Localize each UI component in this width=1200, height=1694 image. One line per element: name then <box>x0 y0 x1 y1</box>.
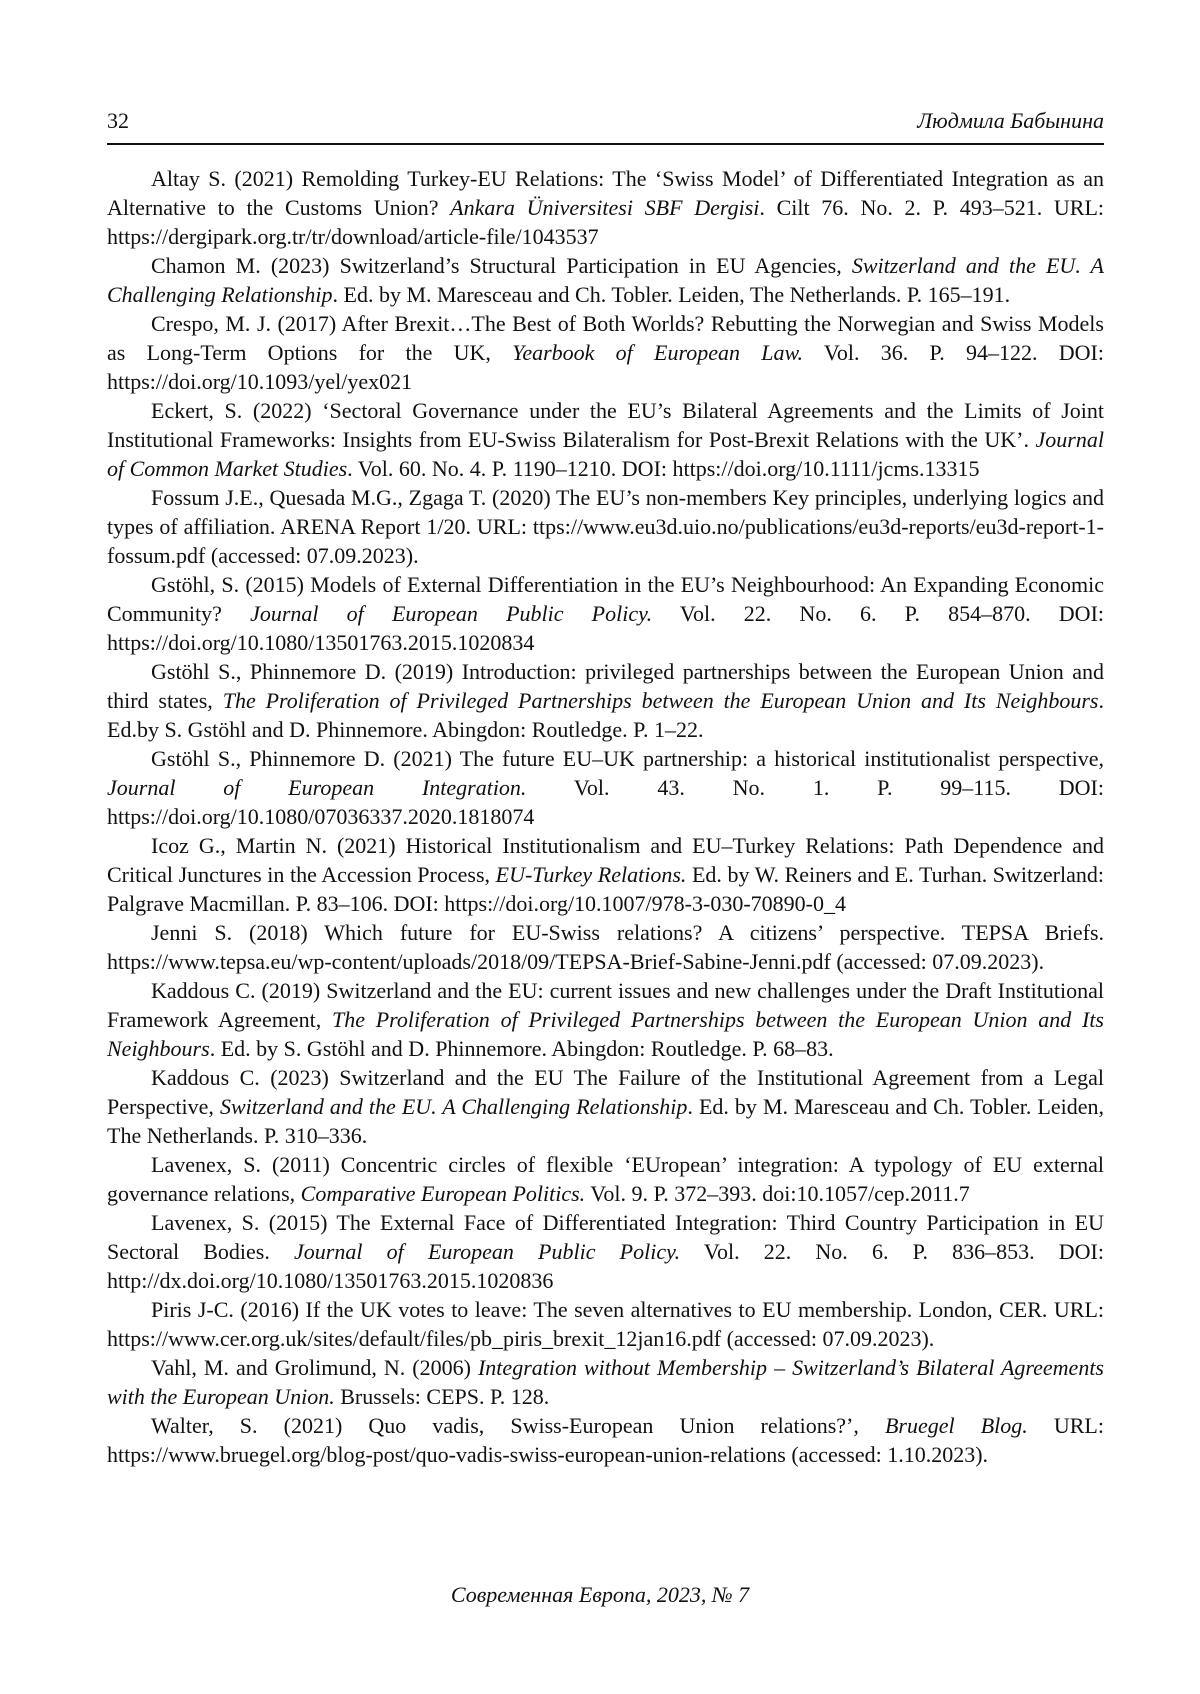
reference-text: Crespo, M. J. (2017) After Brexit…The Best of Both Worlds? Rebutting the Norwegian and Swiss Models as Long-Term Options for the UK, <box>107 311 1104 365</box>
reference-source: EU-Turkey Relations. <box>495 862 687 887</box>
page-header <box>107 103 1104 145</box>
reference-source: Ankara Üniversitesi SBF Dergisi <box>450 195 760 220</box>
reference-source: The Proliferation of Privileged Partnerships between the European Union and Its Neighbours <box>222 688 1099 713</box>
reference-source: Bruegel Blog. <box>884 1413 1028 1438</box>
reference-details: Vol. 22. No. 6. P. 836–853. DOI: http://dx.doi.org/10.1080/13501763.2015.1020836 <box>107 1239 1105 1293</box>
reference-entry <box>107 918 1104 976</box>
reference-text: Kaddous C. (2023) Switzerland and the EU The Failure of the Institutional Agreement from a Legal Perspective, <box>107 1065 1104 1119</box>
reference-text: Lavenex, S. (2015) The External Face of Differentiated Integration: Third Country Participation in EU Sectoral Bodies. <box>107 1210 1104 1264</box>
reference-source: Journal of European Public Policy. <box>250 601 653 626</box>
reference-source: Switzerland and the EU. A Challenging Relationship <box>219 1094 688 1119</box>
reference-details: . Ed. by S. Gstöhl and D. Phinnemore. Abingdon: Routledge. P. 68–83. <box>209 1036 834 1061</box>
reference-source: Journal of Common Market Studies <box>107 427 1104 481</box>
reference-entry <box>107 1353 1104 1411</box>
reference-text: Kaddous C. (2019) Switzerland and the EU: current issues and new challenges under the Draft Institutional Framework Agreement, <box>107 978 1104 1032</box>
reference-source: Journal of European Integration. <box>107 775 527 800</box>
reference-text: Vahl, M. and Grolimund, N. (2006) <box>151 1355 478 1380</box>
reference-source: Switzerland and the EU. A Challenging Relationship <box>107 253 1104 307</box>
reference-entry <box>107 483 1104 570</box>
reference-entry <box>107 976 1104 1063</box>
reference-text: Gstöhl S., Phinnemore D. (2019) Introduction: privileged partnerships between the European Union and third states, <box>107 659 1104 713</box>
reference-entry <box>107 1208 1104 1295</box>
reference-details: Vol. 9. P. 372–393. doi:10.1057/cep.2011.7 <box>585 1181 970 1206</box>
reference-entry <box>107 309 1104 396</box>
reference-entry <box>107 1063 1104 1150</box>
reference-entry <box>107 744 1104 831</box>
reference-text: Fossum J.E., Quesada M.G., Zgaga T. (2020) The EU’s non-members Key principles, underlying logics and types of affiliation. ARENA Report 1/20. URL: ttps://www.eu3d.uio.no/publications/eu3d-reports/eu3d-report-1-fossum.pdf (accessed: 07.09.2023). <box>107 485 1104 568</box>
reference-entry <box>107 1150 1104 1208</box>
reference-details: Vol. 22. No. 6. P. 854–870. DOI: https://doi.org/10.1080/13501763.2015.1020834 <box>107 601 1105 655</box>
references-list <box>107 164 1104 1469</box>
reference-details: URL: https://www.bruegel.org/blog-post/quo-vadis-swiss-european-union-relations (accessed: 1.10.2023). <box>107 1413 1104 1467</box>
page-number: 32 <box>107 108 129 133</box>
reference-text: Piris J-C. (2016) If the UK votes to leave: The seven alternatives to EU membership. London, CER. URL: https://www.cer.org.uk/sites/default/files/pb_piris_brexit_12jan16.pdf (accessed: 07.09.2023). <box>107 1297 1104 1351</box>
reference-text: Altay S. (2021) Remolding Turkey-EU Relations: The ‘Swiss Model’ of Differentiated Integration as an Alternative to the Customs Union? <box>107 166 1104 220</box>
reference-details: Ed. by W. Reiners and E. Turhan. Switzerland: Palgrave Macmillan. P. 83–106. DOI: https://doi.org/10.1007/978-3-030-70890-0_4 <box>107 862 1105 916</box>
reference-entry <box>107 396 1104 483</box>
reference-details: Brussels: CEPS. P. 128. <box>334 1384 550 1409</box>
reference-source: Yearbook of European Law. <box>512 340 803 365</box>
reference-entry <box>107 1295 1104 1353</box>
reference-text: Walter, S. (2021) Quo vadis, Swiss-European Union relations?’, <box>151 1413 885 1438</box>
page-footer: Современная Европа, 2023, № 7 <box>450 1582 750 1607</box>
reference-source: Comparative European Politics. <box>300 1181 586 1206</box>
reference-details: . Ed. by M. Maresceau and Ch. Tobler. Leiden, The Netherlands. P. 310–336. <box>107 1094 1105 1148</box>
reference-details: . Ed. by M. Maresceau and Ch. Tobler. Leiden, The Netherlands. P. 165–191. <box>332 282 1011 307</box>
reference-details: . Cilt 76. No. 2. P. 493–521. URL: https://dergipark.org.tr/tr/download/article-file/1043537 <box>107 195 1104 249</box>
reference-entry <box>107 251 1104 309</box>
reference-details: Vol. 36. P. 94–122. DOI: https://doi.org/10.1093/yel/yex021 <box>107 340 1104 394</box>
reference-entry <box>107 657 1104 744</box>
reference-details: Vol. 43. No. 1. P. 99–115. DOI: https://doi.org/10.1080/07036337.2020.1818074 <box>107 775 1104 829</box>
reference-source: Integration without Membership – Switzerland’s Bilateral Agreements with the European Union. <box>107 1355 1104 1409</box>
reference-text: Gstöhl, S. (2015) Models of External Differentiation in the EU’s Neighbourhood: An Expanding Economic Community? <box>107 572 1104 626</box>
reference-text: Lavenex, S. (2011) Concentric circles of flexible ‘EUropean’ integration: A typology of EU external governance relations, <box>107 1152 1104 1206</box>
reference-details: . Vol. 60. No. 4. P. 1190–1210. DOI: https://doi.org/10.1111/jcms.13315 <box>347 456 980 481</box>
reference-entry <box>107 831 1104 918</box>
reference-text: Eckert, S. (2022) ‘Sectoral Governance under the EU’s Bilateral Agreements and the Limits of Joint Institutional Frameworks: Insights from EU-Swiss Bilateralism for Post-Brexit Relations with the UK’. <box>107 398 1104 452</box>
reference-entry <box>107 1411 1104 1469</box>
reference-text: Jenni S. (2018) Which future for EU-Swiss relations? A citizens’ perspective. TEPSA Briefs. https://www.tepsa.eu/wp-content/uploads/2018/09/TEPSA-Brief-Sabine-Jenni.pdf (accessed: 07.09.2023). <box>107 920 1104 974</box>
reference-text: Icoz G., Martin N. (2021) Historical Institutionalism and EU–Turkey Relations: Path Dependence and Critical Junctures in the Accession Process, <box>107 833 1104 887</box>
reference-details: . Ed.by S. Gstöhl and D. Phinnemore. Abingdon: Routledge. P. 1–22. <box>107 688 1104 742</box>
reference-entry <box>107 570 1104 657</box>
reference-text: Gstöhl S., Phinnemore D. (2021) The future EU–UK partnership: a historical institutionalist perspective, <box>151 746 1104 771</box>
reference-text: Chamon M. (2023) Switzerland’s Structural Participation in EU Agencies, <box>151 253 852 278</box>
reference-source: Journal of European Public Policy. <box>294 1239 681 1264</box>
reference-entry <box>107 164 1104 251</box>
reference-source: The Proliferation of Privileged Partnerships between the European Union and Its Neighbours <box>107 1007 1104 1061</box>
running-head-author: Людмила Бабынина <box>917 108 1104 133</box>
